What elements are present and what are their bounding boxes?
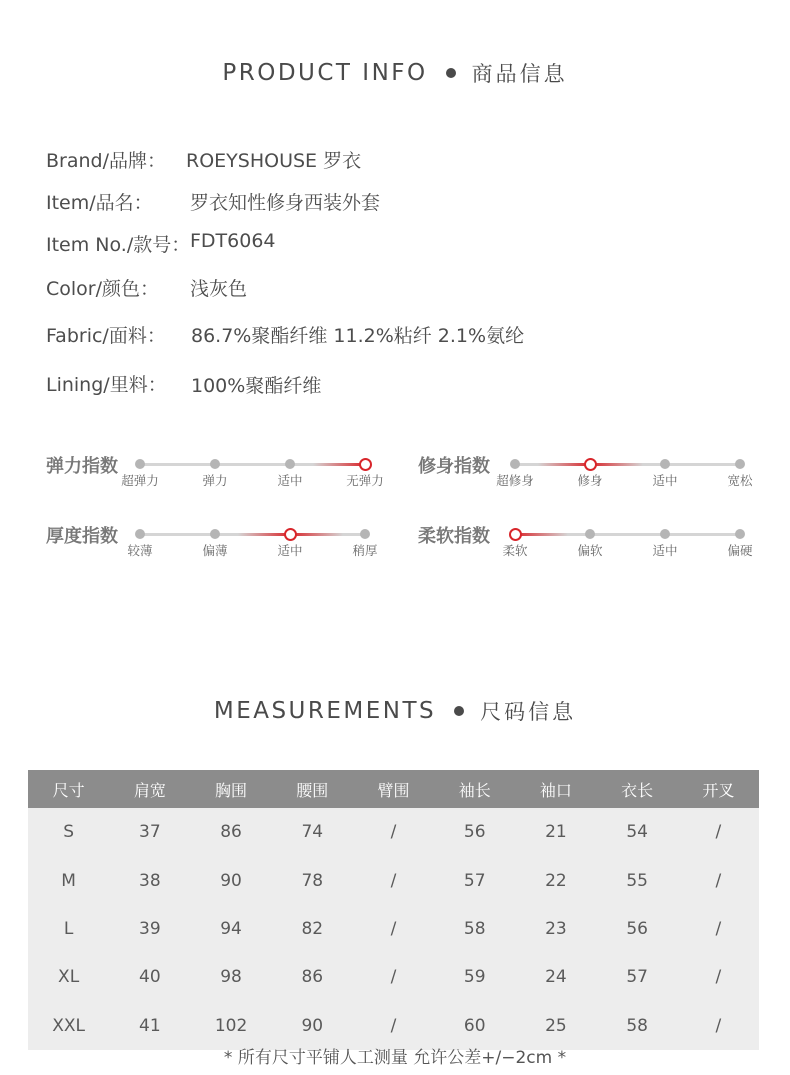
index-elasticity-point-0 xyxy=(135,459,145,469)
index-softness-highlight xyxy=(515,533,568,536)
index-fit-point-3 xyxy=(735,459,745,469)
info-row-fabric xyxy=(46,321,525,348)
table-cell: 22 xyxy=(515,856,596,904)
table-cell: 90 xyxy=(272,1002,353,1050)
index-fit-option-label: 修身 xyxy=(577,473,603,488)
index-fit-point-0 xyxy=(510,459,520,469)
index-elasticity xyxy=(46,452,396,492)
table-cell: 56 xyxy=(434,808,515,856)
table-cell: 37 xyxy=(109,808,190,856)
table-cell: / xyxy=(678,905,759,953)
table-cell: / xyxy=(353,1002,434,1050)
table-row xyxy=(28,808,759,856)
table-cell: 58 xyxy=(434,905,515,953)
table-cell: 98 xyxy=(190,953,271,1001)
table-cell: / xyxy=(353,808,434,856)
color-label: Color/颜色： xyxy=(46,278,160,300)
table-header-cell: 胸围 xyxy=(190,770,271,808)
index-thickness-point-1 xyxy=(210,529,220,539)
table-header-cell: 袖长 xyxy=(434,770,515,808)
product-info-title-zh: 商品信息 xyxy=(471,62,568,86)
table-cell: M xyxy=(28,856,109,904)
heading-bullet xyxy=(454,706,464,716)
index-elasticity-option-label: 超弹力 xyxy=(121,473,159,488)
table-cell: 90 xyxy=(190,856,271,904)
index-softness-option-label: 偏软 xyxy=(577,543,603,558)
table-cell: XL xyxy=(28,953,109,1001)
table-cell: 24 xyxy=(515,953,596,1001)
brand-value: ROEYSHOUSE 罗衣 xyxy=(186,150,362,172)
table-row xyxy=(28,953,759,1001)
index-fit-point-2 xyxy=(660,459,670,469)
size-table xyxy=(28,770,759,1050)
index-elasticity-option-label: 适中 xyxy=(277,473,303,488)
size-table-header xyxy=(28,770,759,808)
table-cell: / xyxy=(353,856,434,904)
table-cell: S xyxy=(28,808,109,856)
index-fit-option-label: 宽松 xyxy=(727,473,753,488)
table-cell: 58 xyxy=(597,1002,678,1050)
color-value: 浅灰色 xyxy=(190,278,248,300)
index-thickness-point-3 xyxy=(360,529,370,539)
table-cell: 59 xyxy=(434,953,515,1001)
info-row-item xyxy=(46,188,381,215)
index-softness-point-2 xyxy=(660,529,670,539)
table-cell: 56 xyxy=(597,905,678,953)
table-header-cell: 腰围 xyxy=(272,770,353,808)
index-elasticity-point-1 xyxy=(210,459,220,469)
table-cell: / xyxy=(678,1002,759,1050)
index-fit-option-label: 超修身 xyxy=(496,473,534,488)
table-cell: 54 xyxy=(597,808,678,856)
table-cell: L xyxy=(28,905,109,953)
index-elasticity-name: 弹力指数 xyxy=(46,456,118,477)
table-cell: 60 xyxy=(434,1002,515,1050)
index-elasticity-point-2 xyxy=(285,459,295,469)
item-no-value: FDT6064 xyxy=(190,230,276,252)
table-cell: XXL xyxy=(28,1002,109,1050)
item-value: 罗衣知性修身西装外套 xyxy=(190,192,381,214)
table-header-cell: 臂围 xyxy=(353,770,434,808)
size-table-body xyxy=(28,808,759,1050)
table-cell: 41 xyxy=(109,1002,190,1050)
index-fit-option-label: 适中 xyxy=(652,473,678,488)
fabric-value: 86.7%聚酯纤维 11.2%粘纤 2.1%氨纶 xyxy=(191,325,525,347)
table-cell: 78 xyxy=(272,856,353,904)
measurements-heading xyxy=(0,696,790,726)
index-fit-point-1 xyxy=(584,458,597,471)
table-cell: / xyxy=(678,856,759,904)
table-cell: / xyxy=(353,905,434,953)
index-elasticity-option-label: 无弹力 xyxy=(346,473,384,488)
table-cell: 102 xyxy=(190,1002,271,1050)
table-cell: 55 xyxy=(597,856,678,904)
index-thickness-name: 厚度指数 xyxy=(46,526,118,547)
table-cell: 94 xyxy=(190,905,271,953)
index-elasticity-highlight xyxy=(313,463,366,466)
table-header-cell: 开叉 xyxy=(678,770,759,808)
index-fit-name: 修身指数 xyxy=(418,456,490,477)
table-cell: 38 xyxy=(109,856,190,904)
table-cell: 40 xyxy=(109,953,190,1001)
table-cell: 23 xyxy=(515,905,596,953)
measurement-note: * 所有尺寸平铺人工测量 允许公差+/−2cm * xyxy=(223,1048,567,1068)
index-softness-point-1 xyxy=(585,529,595,539)
index-thickness xyxy=(46,522,396,562)
item-no-label: Item No./款号： xyxy=(46,234,191,256)
table-cell: / xyxy=(678,953,759,1001)
index-softness-name: 柔软指数 xyxy=(418,526,490,547)
table-row xyxy=(28,856,759,904)
fabric-label: Fabric/面料： xyxy=(46,325,166,347)
table-header-cell: 衣长 xyxy=(597,770,678,808)
table-row xyxy=(28,905,759,953)
item-label: Item/品名： xyxy=(46,192,153,214)
index-elasticity-point-3 xyxy=(359,458,372,471)
index-elasticity-option-label: 弹力 xyxy=(202,473,228,488)
table-cell: 82 xyxy=(272,905,353,953)
index-thickness-point-0 xyxy=(135,529,145,539)
info-row-item-no xyxy=(46,230,276,257)
index-thickness-point-2 xyxy=(284,528,297,541)
measurements-title-zh: 尺码信息 xyxy=(480,700,577,724)
table-cell: 25 xyxy=(515,1002,596,1050)
product-info-heading xyxy=(0,58,790,88)
table-cell: / xyxy=(353,953,434,1001)
table-cell: 86 xyxy=(272,953,353,1001)
table-cell: 86 xyxy=(190,808,271,856)
table-header-cell: 袖口 xyxy=(515,770,596,808)
index-thickness-option-label: 适中 xyxy=(277,543,303,558)
info-row-brand xyxy=(46,146,362,173)
table-cell: 57 xyxy=(434,856,515,904)
info-row-color xyxy=(46,274,248,301)
heading-bullet xyxy=(446,68,456,78)
index-softness-option-label: 偏硬 xyxy=(727,543,753,558)
table-header-cell: 尺寸 xyxy=(28,770,109,808)
index-thickness-option-label: 较薄 xyxy=(127,543,153,558)
index-softness xyxy=(418,522,768,562)
lining-value: 100%聚酯纤维 xyxy=(191,375,322,397)
lining-label: Lining/里料： xyxy=(46,374,167,396)
table-cell: 21 xyxy=(515,808,596,856)
index-fit xyxy=(418,452,768,492)
index-softness-point-0 xyxy=(509,528,522,541)
table-cell: 39 xyxy=(109,905,190,953)
index-softness-option-label: 适中 xyxy=(652,543,678,558)
index-thickness-option-label: 偏薄 xyxy=(202,543,228,558)
measurements-title-en: MEASUREMENTS xyxy=(213,698,437,724)
table-cell: 74 xyxy=(272,808,353,856)
index-thickness-option-label: 稍厚 xyxy=(352,543,378,558)
product-info-title-en: PRODUCT INFO xyxy=(222,60,428,86)
table-cell: 57 xyxy=(597,953,678,1001)
index-softness-option-label: 柔软 xyxy=(502,543,528,558)
index-softness-point-3 xyxy=(735,529,745,539)
table-header-cell: 肩宽 xyxy=(109,770,190,808)
brand-label: Brand/品牌： xyxy=(46,150,166,172)
table-cell: / xyxy=(678,808,759,856)
info-row-lining xyxy=(46,370,322,397)
